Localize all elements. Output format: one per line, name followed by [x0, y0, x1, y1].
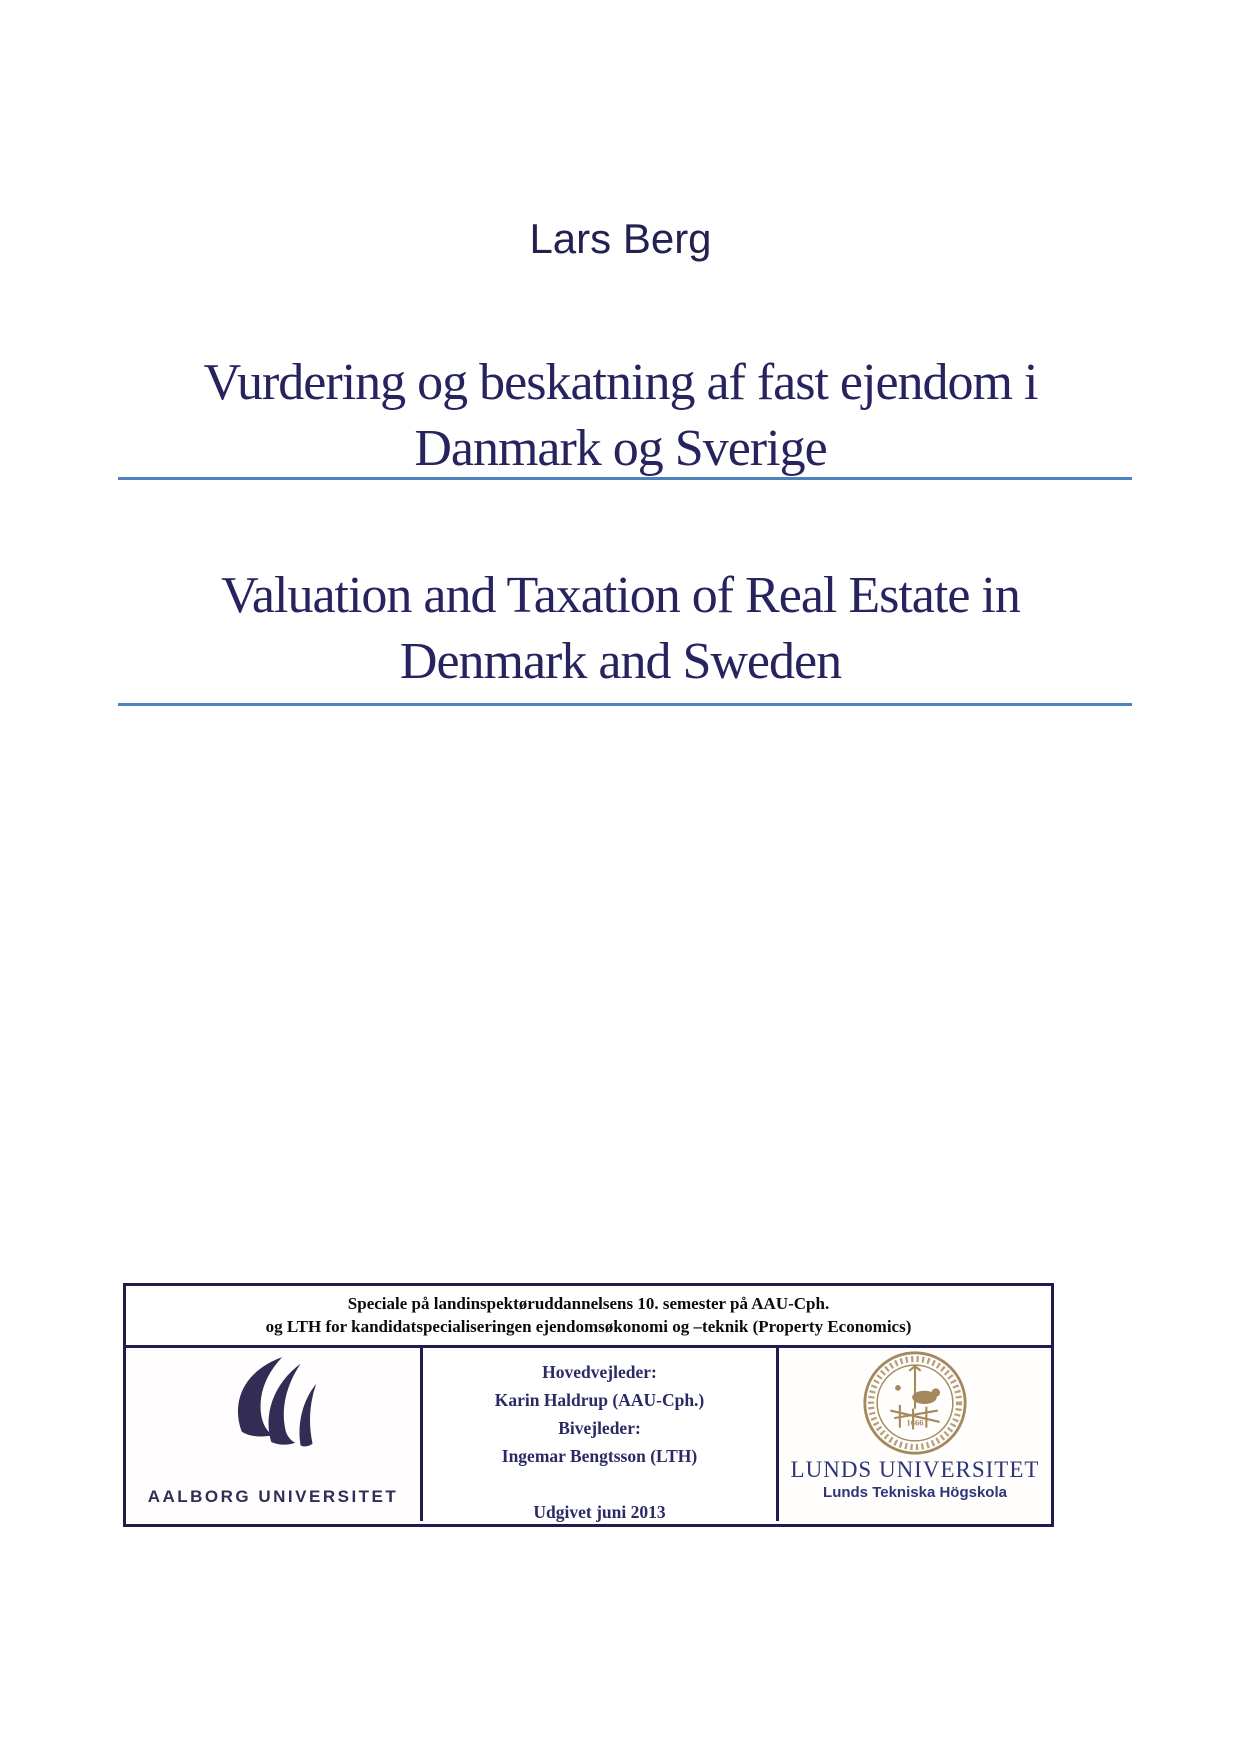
aalborg-university-swirl-icon: [227, 1354, 319, 1456]
title-divider-line: [118, 477, 1132, 480]
title-divider-line: [118, 703, 1132, 706]
supervisors-cell: [423, 1348, 779, 1521]
title-danish-line2: Danmark og Sverige: [414, 420, 827, 477]
co-supervisor-name: Ingemar Bengtsson (LTH): [501, 1446, 698, 1466]
footer-info-table: [123, 1283, 1054, 1527]
thesis-description: [126, 1286, 1051, 1348]
author-name: Lars Berg: [529, 215, 712, 262]
footer-info-row: [126, 1348, 1051, 1521]
title-english-line1: Valuation and Taxation of Real Estate in: [221, 567, 1020, 624]
lund-university-wordmark: LUNDS UNIVERSITET: [790, 1457, 1040, 1482]
aalborg-university-wordmark: AALBORG UNIVERSITET: [147, 1487, 399, 1506]
publication-date: Udgivet juni 2013: [533, 1502, 666, 1522]
lund-university-logo-cell: [779, 1348, 1051, 1521]
title-danish-line1: Vurdering og beskatning af fast ejendom i: [203, 354, 1038, 411]
co-supervisor-label: Bivejleder:: [558, 1418, 641, 1438]
thesis-description-line1: Speciale på landinspektøruddannelsens 10. semester på AAU-Cph.: [347, 1294, 830, 1313]
thesis-description-line2: og LTH for kandidatspecialiseringen ejendomsøkonomi og –teknik (Property Economics): [265, 1317, 912, 1336]
title-english-line2: Denmark and Sweden: [399, 633, 842, 690]
main-supervisor-name: Karin Haldrup (AAU-Cph.): [494, 1390, 705, 1410]
lund-seal-year: 1666: [906, 1417, 924, 1428]
main-supervisor-label: Hovedvejleder:: [542, 1362, 657, 1382]
title-english: [114, 563, 1127, 695]
title-danish: [114, 350, 1127, 482]
aalborg-university-logo-cell: [126, 1348, 423, 1521]
lund-technical-school-label: Lunds Tekniska Högskola: [823, 1484, 1007, 1501]
lund-university-seal-icon: [862, 1350, 968, 1456]
